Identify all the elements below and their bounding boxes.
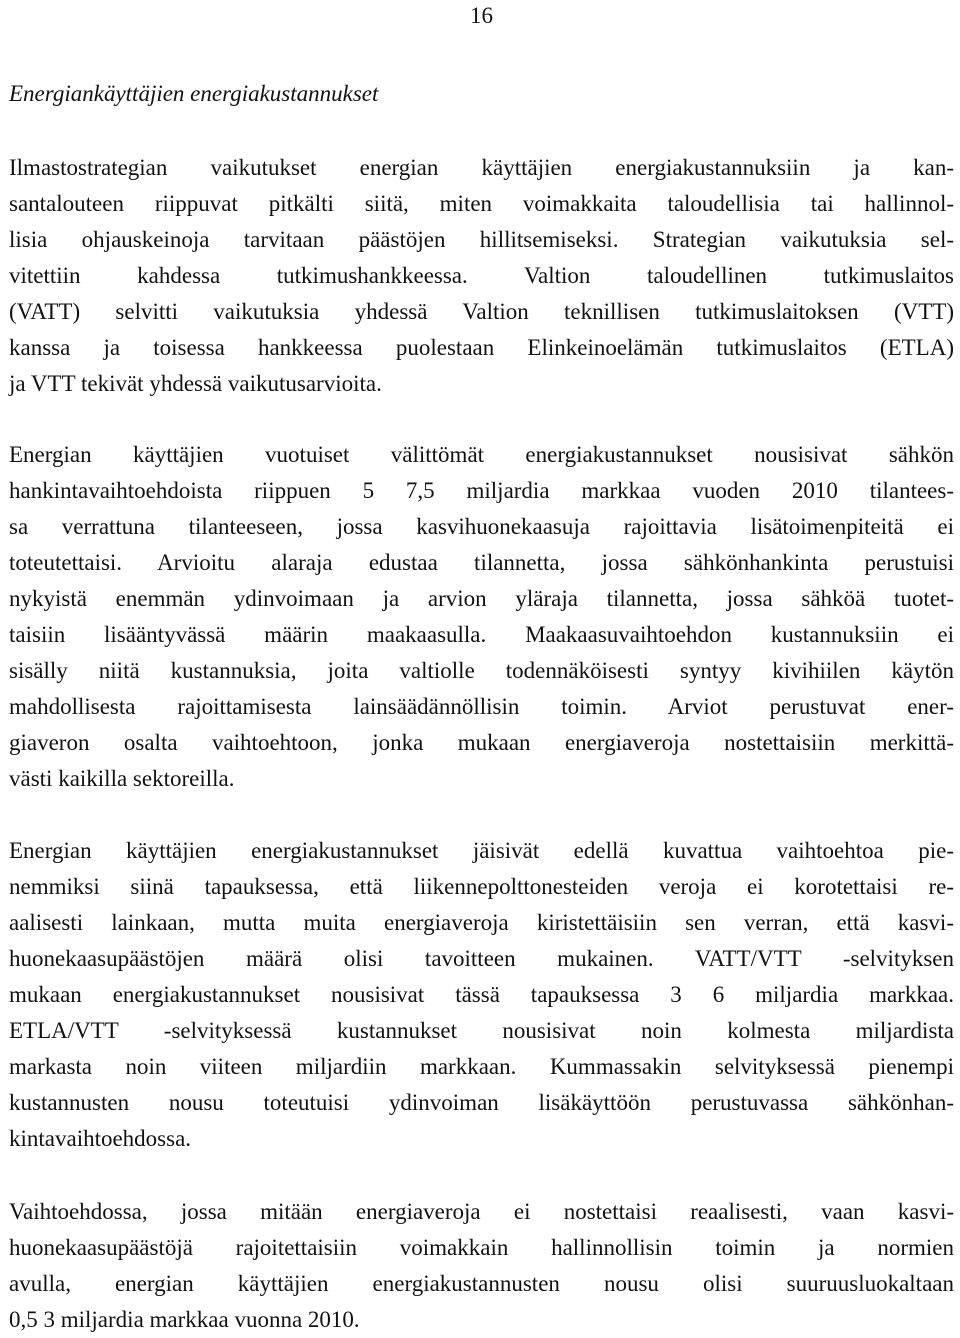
paragraph-3 xyxy=(9,833,954,1157)
text-line: huonekaasupäästöjä rajoitettaisiin voimakkain hallinnollisin toimin ja normien xyxy=(9,1235,954,1260)
text-line: västi kaikilla sektoreilla. xyxy=(9,766,235,791)
text-line: taisiin lisääntyvässä määrin maakaasulla. Maakaasuvaihtoehdon kustannuksiin ei xyxy=(9,622,954,647)
text-line: vitettiin kahdessa tutkimushankkeessa. Valtion taloudellinen tutkimuslaitos xyxy=(9,263,954,288)
text-line: Ilmastostrategian vaikutukset energian käyttäjien energiakustannuksiin ja kan- xyxy=(9,155,954,180)
text-line: hankintavaihtoehdoista riippuen 5 7,5 miljardia markkaa vuoden 2010 tilantees- xyxy=(9,478,954,503)
text-line: (VATT) selvitti vaikutuksia yhdessä Valtion teknillisen tutkimuslaitoksen (VTT) xyxy=(9,299,954,324)
text-line: santalouteen riippuvat pitkälti siitä, miten voimakkaita taloudellisia tai hallinnol- xyxy=(9,191,954,216)
text-line: 0,5 3 miljardia markkaa vuonna 2010. xyxy=(9,1307,360,1332)
text-line: markasta noin viiteen miljardiin markkaan. Kummassakin selvityksessä pienempi xyxy=(9,1054,954,1079)
text-line: kustannusten nousu toteutuisi ydinvoiman lisäkäyttöön perustuvassa sähkönhan- xyxy=(9,1090,954,1115)
text-line: lisia ohjauskeinoja tarvitaan päästöjen hillitsemiseksi. Strategian vaikutuksia sel- xyxy=(9,227,954,252)
text-line: nemmiksi siinä tapauksessa, että liikennepolttonesteiden veroja ei korotettaisi re- xyxy=(9,874,954,899)
text-line: Energian käyttäjien energiakustannukset jäisivät edellä kuvattua vaihtoehtoa pie- xyxy=(9,838,954,863)
text-line: aalisesti lainkaan, mutta muita energiaveroja kiristettäisiin sen verran, että kasvi- xyxy=(9,910,954,935)
text-line: Vaihtoehdossa, jossa mitään energiaveroja ei nostettaisi reaalisesti, vaan kasvi- xyxy=(9,1199,954,1224)
text-line: Energian käyttäjien vuotuiset välittömät energiakustannukset nousisivat sähkön xyxy=(9,442,954,467)
text-line: mahdollisesta rajoittamisesta lainsäädännöllisin toimin. Arviot perustuvat ener- xyxy=(9,694,954,719)
text-line: kanssa ja toisessa hankkeessa puolestaan Elinkeinoelämän tutkimuslaitos (ETLA) xyxy=(9,335,954,360)
text-line: huonekaasupäästöjen määrä olisi tavoitteen mukainen. VATT/VTT -selvityksen xyxy=(9,946,954,971)
text-line: avulla, energian käyttäjien energiakustannusten nousu olisi suuruusluokaltaan xyxy=(9,1271,954,1296)
text-line: ja VTT tekivät yhdessä vaikutusarvioita. xyxy=(9,371,382,396)
text-line: sisälly niitä kustannuksia, joita valtiolle todennäköisesti syntyy kivihiilen käytön xyxy=(9,658,954,683)
paragraph-1 xyxy=(9,150,954,402)
text-line: kintavaihtoehdossa. xyxy=(9,1126,192,1151)
paragraph-2 xyxy=(9,437,954,797)
section-heading: Energiankäyttäjien energiakustannukset xyxy=(9,81,379,106)
text-line: giaveron osalta vaihtoehtoon, jonka mukaan energiaveroja nostettaisiin merkittä- xyxy=(9,730,954,755)
page-number: 16 xyxy=(470,3,493,28)
paragraph-4 xyxy=(9,1194,954,1338)
text-line: nykyistä enemmän ydinvoimaan ja arvion yläraja tilannetta, jossa sähköä tuotet- xyxy=(9,586,954,611)
text-line: mukaan energiakustannukset nousisivat tässä tapauksessa 3 6 miljardia markkaa. xyxy=(9,982,954,1007)
text-line: sa verrattuna tilanteeseen, jossa kasvihuonekaasuja rajoittavia lisätoimenpiteitä ei xyxy=(9,514,954,539)
text-line: toteutettaisi. Arvioitu alaraja edustaa tilannetta, jossa sähkönhankinta perustuisi xyxy=(9,550,954,575)
text-line: ETLA/VTT -selvityksessä kustannukset nousisivat noin kolmesta miljardista xyxy=(9,1018,954,1043)
